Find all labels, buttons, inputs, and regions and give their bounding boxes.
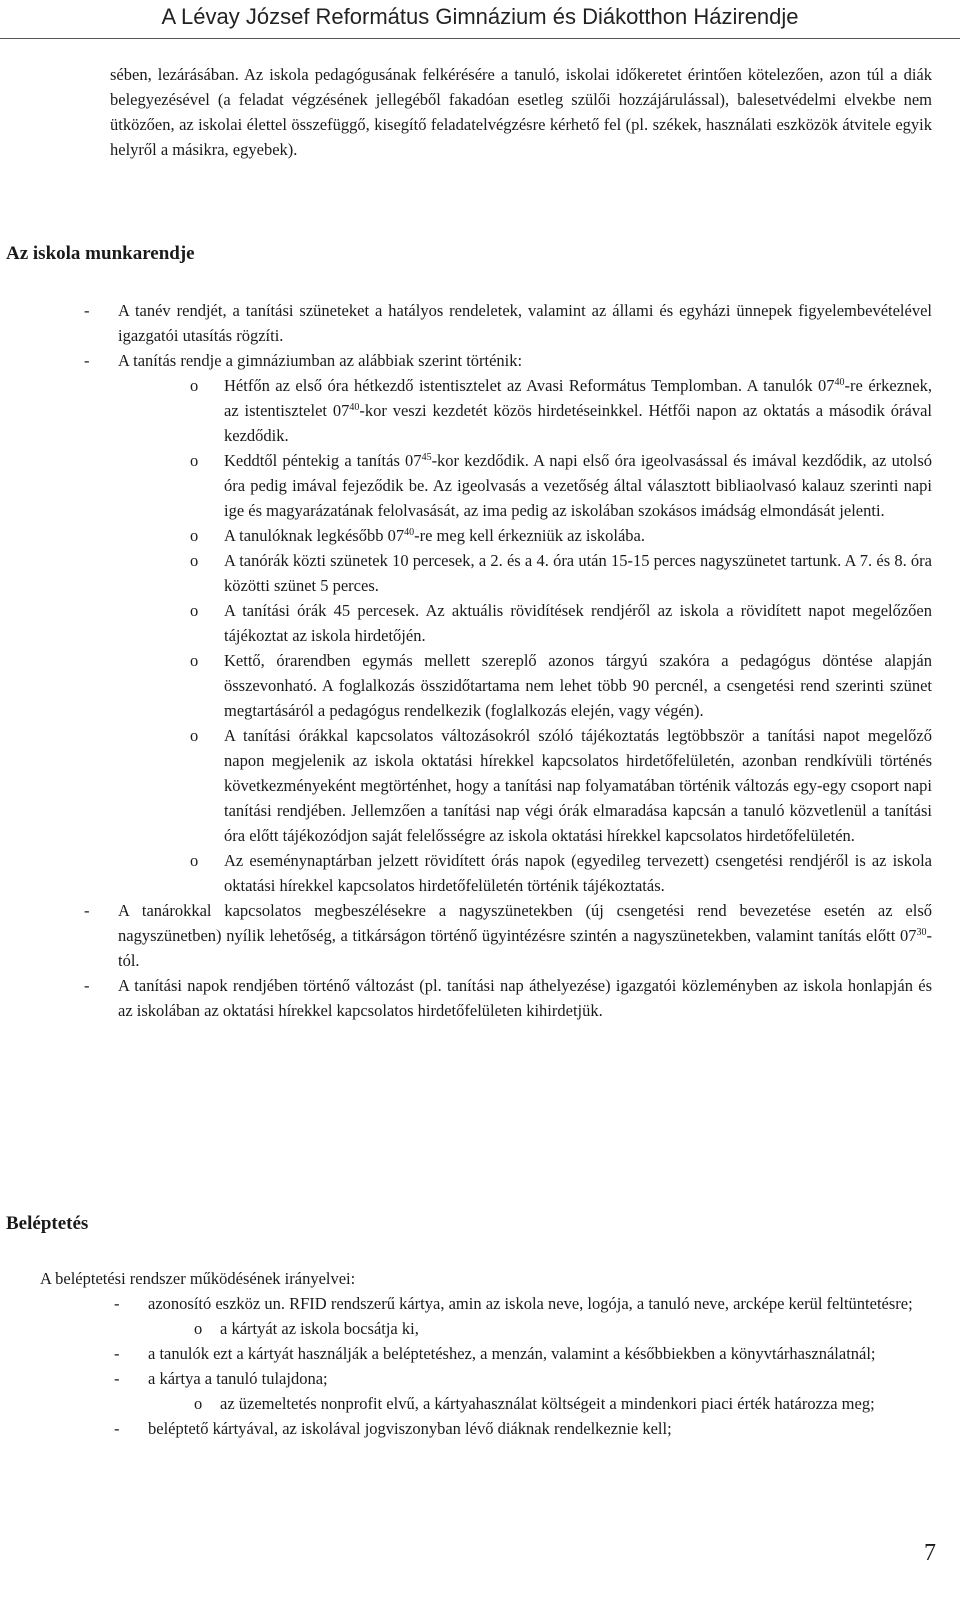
list-item-text: beléptető kártyával, az iskolával jogviszonyban lévő diáknak rendelkeznie kell; <box>148 1419 672 1438</box>
sub-item-text: Keddtől péntekig a tanítás $07^{45}$-kor kezdődik. A napi első óra igeolvasással és imával kezdődik, az utolsó óra pedig imával fejeződik be. Az igeolvasás a vezetőség által választott bibliaolvasó kalauz szerinti napi ige és magyarázatának felolvasását, az ima pedig az iskolában szokásos imádság elmondását jelenti. <box>224 451 932 520</box>
page-header <box>0 0 960 39</box>
list-item-text: A tanítás rendje a gimnáziumban az alábbiak szerint történik: <box>118 351 523 370</box>
circle-bullet: o <box>190 601 199 620</box>
section-heading-entry-control: Beléptetés <box>6 1213 89 1234</box>
sub-list-item <box>194 1391 934 1416</box>
sub-list-item <box>190 448 932 523</box>
list-item <box>84 298 932 348</box>
sub-item-text: A tanulóknak legkésőbb $07^{40}-re$ meg kell érkezniük az iskolába. <box>224 526 646 545</box>
sub-list-item <box>190 523 932 548</box>
circle-bullet: o <box>194 1319 203 1338</box>
list-item <box>114 1366 934 1416</box>
circle-bullet: o <box>190 726 199 745</box>
dash-bullet: - <box>84 301 90 320</box>
list-item <box>84 973 932 1023</box>
sub-item-text: Kettő, órarendben egymás mellett szereplő azonos tárgyú szakóra a pedagógus döntése alapján összevonható. A foglalkozás összidőtartama nem lehet több 90 percnél, a csengetési rend szerinti szünet megtartásáról a pedagógus rendelkezik (foglalkozás elején, vagy végén). <box>224 651 932 720</box>
sub-list-item <box>194 1316 934 1341</box>
circle-bullet: o <box>190 526 199 545</box>
circle-bullet: o <box>190 851 199 870</box>
list-item <box>114 1291 934 1341</box>
list-item <box>84 348 932 898</box>
sub-item-text: A tanítási órákkal kapcsolatos változásokról szóló tájékoztatás legtöbbször a tanítási napot megelőző napon megjelenik az iskola oktatási hírekkel kapcsolatos hirdetőfelületén, azonban rendkívüli történés következményeként megtörténhet, hogy a tanítási nap folyamatában történik változás egy-egy csoport napi tanítási rendjében. Jellemzően a tanítási nap végi órák elmaradása kapcsán a tanuló közvetlenül a tanítási óra előtt tájékozódjon saját felelősségre az iskola oktatási hírekkel kapcsolatos hirdetőfelületén. <box>224 726 932 845</box>
work-order-list <box>84 298 932 1023</box>
sub-item-text: A tanórák közti szünetek 10 percesek, a 2. és a 4. óra után 15-15 perces nagyszünetet tartunk. A 7. és 8. óra közötti szünet 5 perces. <box>224 551 932 595</box>
sub-item-text: Az eseménynaptárban jelzett rövidített órás napok (egyedileg tervezett) csengetési rendjéről is az iskola oktatási hírekkel kapcsolatos hirdetőfelületén történik tájékoztatás. <box>224 851 932 895</box>
header-title: A Lévay József Református Gimnázium és Diákotthon Házirendje <box>161 4 799 29</box>
sub-item-text: A tanítási órák 45 percesek. Az aktuális rövidítések rendjéről az iskola a rövidített napot megelőzően tájékoztat az iskola hirdetőjén. <box>224 601 932 645</box>
dash-bullet: - <box>114 1369 120 1388</box>
dash-bullet: - <box>114 1344 120 1363</box>
circle-bullet: o <box>190 651 199 670</box>
circle-bullet: o <box>190 551 199 570</box>
dash-bullet: - <box>84 976 90 995</box>
sub-list-item <box>190 723 932 848</box>
entry-control-lead: A beléptetési rendszer működésének irányelvei: <box>40 1269 356 1288</box>
circle-bullet: o <box>190 376 199 395</box>
list-item <box>114 1341 934 1366</box>
list-item <box>114 1416 934 1441</box>
sub-item-text: az üzemeltetés nonprofit elvű, a kártyahasználat költségeit a mindenkori piaci érték határozza meg; <box>220 1394 875 1413</box>
circle-bullet: o <box>194 1394 203 1413</box>
page-number: 7 <box>924 1540 936 1566</box>
list-item-text: a kártya a tanuló tulajdona; <box>148 1369 328 1388</box>
entry-control-list <box>114 1291 934 1441</box>
entry-sublist <box>194 1391 934 1416</box>
sub-list-item <box>190 373 932 448</box>
sub-list-item <box>190 848 932 898</box>
sub-item-text: Hétfőn az első óra hétkezdő istentisztelet az Avasi Református Templomban. A tanulók $07^{40}-re$ érkeznek, az istentisztelet $07^{40}$-kor veszi kezdetét közös hirdetéseinkkel. Hétfői napon az oktatás a második órával kezdődik. <box>224 376 932 445</box>
list-item-text: a tanulók ezt a kártyát használják a beléptetéshez, a menzán, valamint a későbbiekben a könyvtárhasználatnál; <box>148 1344 876 1363</box>
schedule-sublist <box>190 373 932 898</box>
dash-bullet: - <box>114 1419 120 1438</box>
dash-bullet: - <box>114 1294 120 1313</box>
entry-sublist <box>194 1316 934 1341</box>
intro-paragraph: sében, lezárásában. Az iskola pedagógusának felkérésére a tanuló, iskolai időkeretet érintően kötelezően, azon túl a diák belegyezésével (a feladat végzésének jellegéből fakadóan esetleg szülői hozzájárulással), balesetvédelmi elvekbe nem ütközően, az iskolai élettel összefüggő, kisegítő feladatelvégzésre kérhető fel (pl. székek, használati eszközök átvitele egyik helyről a másikra, egyebek). <box>110 65 932 159</box>
sub-list-item <box>190 548 932 598</box>
list-item-text: A tanév rendjét, a tanítási szüneteket a hatályos rendeletek, valamint az állami és egyházi ünnepek figyelembevételével igazgatói utasítás rögzíti. <box>118 301 932 345</box>
sub-list-item <box>190 648 932 723</box>
list-item-text: azonosító eszköz un. RFID rendszerű kártya, amin az iskola neve, logója, a tanuló neve, arcképe kerül feltüntetésre; <box>148 1294 913 1313</box>
list-item-text: A tanítási napok rendjében történő változást (pl. tanítási nap áthelyezése) igazgatói közleményben az iskola honlapján és az iskolában az oktatási hírekkel kapcsolatos hirdetőfelületen kihirdetjük. <box>118 976 932 1020</box>
dash-bullet: - <box>84 901 90 920</box>
section-heading-work-order: Az iskola munkarendje <box>6 243 195 264</box>
sub-item-text: a kártyát az iskola bocsátja ki, <box>220 1319 419 1338</box>
dash-bullet: - <box>84 351 90 370</box>
circle-bullet: o <box>190 451 199 470</box>
list-item-text: A tanárokkal kapcsolatos megbeszélésekre a nagyszünetekben (új csengetési rend bevezetése esetén az első nagyszünetben) nyílik lehetőség, a titkárságon történő ügyintézésre szintén a nagyszünetekben, valamint tanítás előtt $07^{30}$-tól. <box>118 901 932 970</box>
sub-list-item <box>190 598 932 648</box>
list-item <box>84 898 932 973</box>
